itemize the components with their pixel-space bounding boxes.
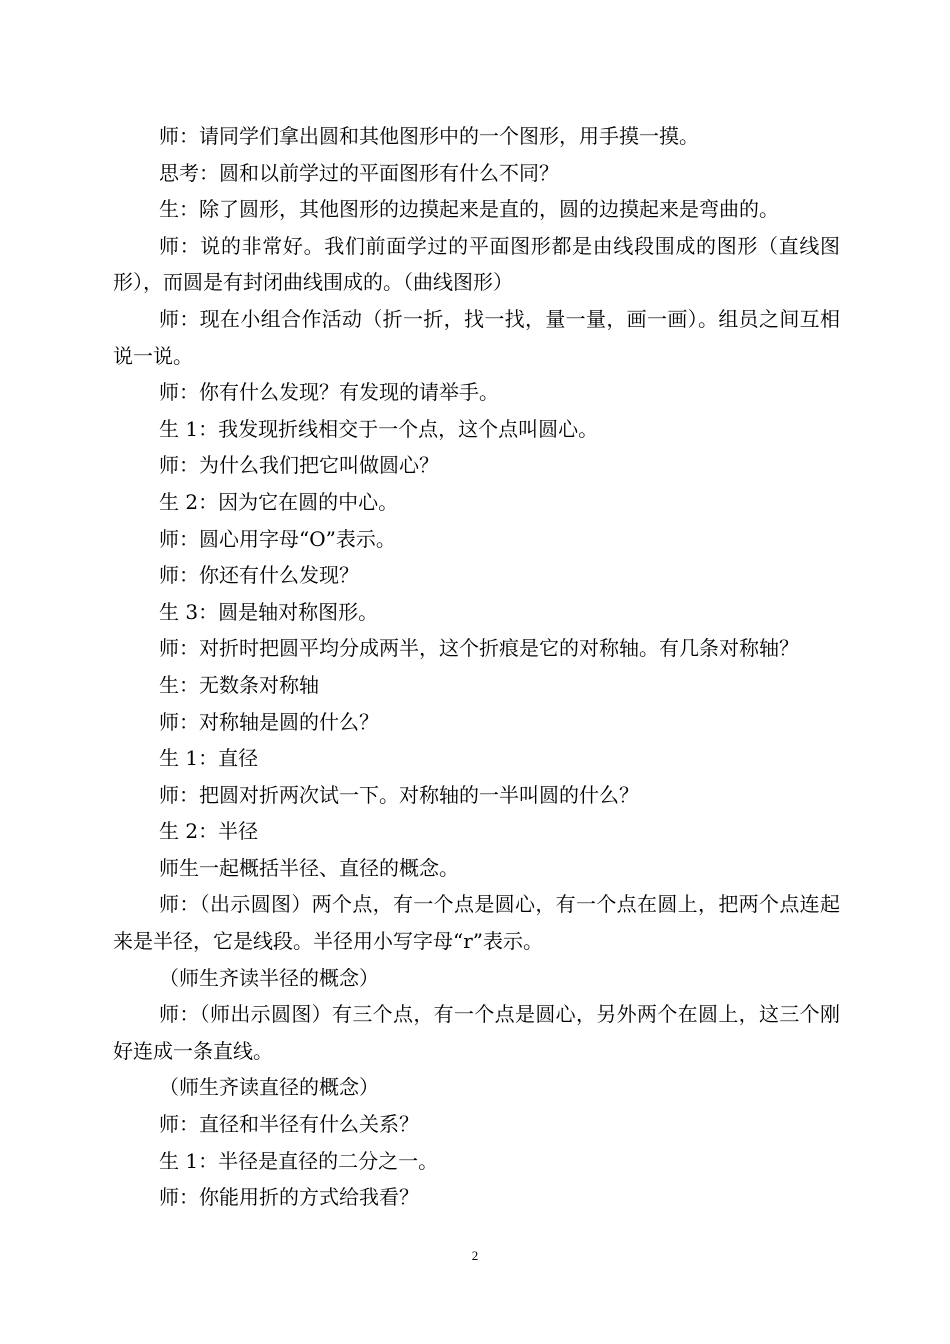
paragraph: 师：对称轴是圆的什么？ bbox=[159, 709, 379, 734]
paragraph: 生 1：半径是直径的二分之一。 bbox=[159, 1148, 439, 1173]
paragraph: 师生一起概括半径、直径的概念。 bbox=[159, 855, 459, 880]
paragraph: 师：（师出示圆图）有三个点，有一个点是圆心，另外两个在圆上，这三个刚好连成一条直线。 bbox=[113, 1002, 840, 1063]
paragraph: 师：你还有什么发现？ bbox=[159, 563, 359, 588]
paragraph: （师生齐读直径的概念） bbox=[159, 1075, 379, 1100]
paragraph: 生 2：因为它在圆的中心。 bbox=[159, 489, 399, 514]
paragraph: 师：你有什么发现？有发现的请举手。 bbox=[159, 380, 499, 405]
paragraph: 思考：圆和以前学过的平面图形有什么不同？ bbox=[159, 160, 559, 185]
page-number: 2 bbox=[471, 1248, 479, 1263]
paragraph: （师生齐读半径的概念） bbox=[159, 965, 379, 990]
paragraph: 师：说的非常好。我们前面学过的平面图形都是由线段围成的图形（直线图形），而圆是有封闭曲线围成的。（曲线图形） bbox=[113, 233, 840, 295]
paragraph: 师：把圆对折两次试一下。对称轴的一半叫圆的什么？ bbox=[159, 782, 639, 807]
paragraph: 师：你能用折的方式给我看？ bbox=[159, 1185, 419, 1210]
page-body bbox=[113, 118, 840, 1216]
paragraph: 师：直径和半径有什么关系？ bbox=[159, 1112, 419, 1137]
paragraph: 生 2：半径 bbox=[159, 819, 259, 844]
paragraph: 生：无数条对称轴 bbox=[159, 672, 319, 697]
paragraph: 生 1：直径 bbox=[159, 746, 259, 771]
paragraph: 师：圆心用字母“O”表示。 bbox=[159, 526, 396, 551]
paragraph: 生 3：圆是轴对称图形。 bbox=[159, 599, 379, 624]
paragraph: 生 1：我发现折线相交于一个点，这个点叫圆心。 bbox=[159, 416, 599, 441]
paragraph: 生：除了圆形，其他图形的边摸起来是直的，圆的边摸起来是弯曲的。 bbox=[159, 197, 779, 222]
paragraph: 师：（出示圆图）两个点，有一个点是圆心，有一个点在圆上，把两个点连起来是半径，它是线段。半径用小写字母“r”表示。 bbox=[113, 892, 840, 954]
paragraph: 师：请同学们拿出圆和其他图形中的一个图形，用手摸一摸。 bbox=[159, 124, 699, 148]
paragraph: 师：现在小组合作活动（折一折，找一找，量一量，画一画）。组员之间互相说一说。 bbox=[113, 306, 840, 368]
paragraph: 师：对折时把圆平均分成两半，这个折痕是它的对称轴。有几条对称轴？ bbox=[159, 636, 799, 661]
paragraph: 师：为什么我们把它叫做圆心？ bbox=[159, 453, 439, 478]
